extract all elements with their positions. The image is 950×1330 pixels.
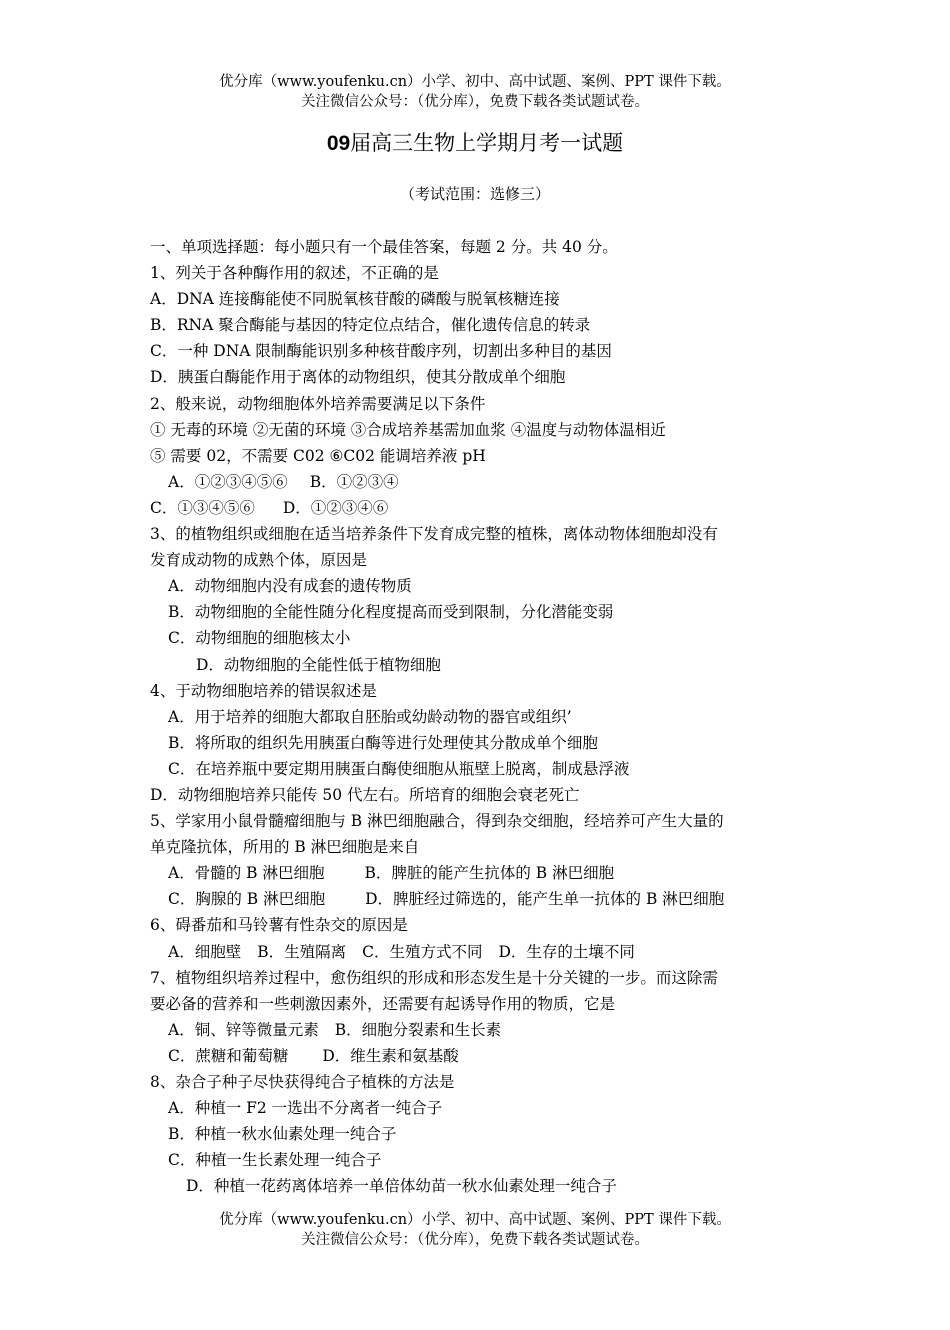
- watermark-line-1: 优分库（www.youfenku.cn）小学、初中、高中试题、案例、PPT 课件下载。: [219, 74, 731, 90]
- question-5-option-c: C．胸腺的 B 淋巴细胞: [168, 890, 326, 909]
- question-5-option-b: B．脾脏的能产生抗体的 B 淋巴细胞: [364, 864, 615, 883]
- question-8-option-b: B．种植一秋水仙素处理一纯合子: [168, 1125, 397, 1144]
- question-2-options-ab: [150, 469, 810, 495]
- question-8-stem: 8、杂合子种子尽快获得纯合子植株的方法是: [150, 1073, 455, 1091]
- question-8-option-d: D．种植一花药离体培养一单倍体幼苗一秋水仙素处理一纯合子: [186, 1177, 617, 1196]
- question-8-option-c: C．种植一生长素处理一纯合子: [168, 1151, 382, 1170]
- question-7-stem-line-2: 要必备的营养和一些刺激因素外，还需要有起诱导作用的物质，它是: [150, 994, 616, 1013]
- question-7-option-b: B．细胞分裂素和生长素: [334, 1020, 502, 1039]
- question-7-stem-line-1: 7、植物组织培养过程中，愈伤组织的形成和形态发生是十分关键的一步。而这除需: [150, 968, 718, 987]
- question-7-option-d: D．维生素和氨基酸: [322, 1046, 459, 1065]
- question-5-options-cd: [150, 886, 810, 912]
- question-4-option-b: B．将所取的组织先用胰蛋白酶等进行处理使其分散成单个细胞: [168, 733, 598, 752]
- question-4-stem: 4、于动物细胞培养的错误叙述是: [150, 681, 377, 700]
- exam-title: [0, 128, 950, 159]
- question-2-option-b: B．①②③④: [309, 472, 399, 491]
- question-6-option-d: D．生存的土壤不同: [498, 942, 635, 961]
- question-6-option-a: A．细胞壁: [168, 942, 242, 961]
- watermark-line-2: 关注微信公众号：（优分库），免费下载各类试题试卷。: [301, 94, 649, 110]
- question-1-stem: 1、列关于各种酶作用的叙述，不正确的是: [150, 264, 439, 283]
- exam-scope: （考试范围：选修三）: [399, 185, 550, 203]
- question-2-option-d: D．①②③④⑥: [282, 498, 389, 517]
- question-6-stem: 6、碍番茄和马铃薯有性杂交的原因是: [150, 916, 408, 935]
- exam-title-prefix: 09: [326, 132, 351, 155]
- question-7-options-cd: [150, 1043, 810, 1069]
- question-2-conditions-2: ⑤ 需要 02，不需要 C02 ⑥C02 能调培养液 pH: [150, 446, 486, 465]
- question-3-option-c: C．动物细胞的细胞核太小: [168, 629, 351, 648]
- question-5-option-d: D．脾脏经过筛选的，能产生单一抗体的 B 淋巴细胞: [365, 890, 725, 909]
- question-1-option-b: B．RNA 聚合酶能与基因的特定位点结合，催化遗传信息的转录: [150, 316, 591, 335]
- question-3-option-d: D．动物细胞的全能性低于植物细胞: [196, 655, 441, 674]
- question-5-stem-line-1: 5、学家用小鼠骨髓瘤细胞与 B 淋巴细胞融合，得到杂交细胞，经培养可产生大量的: [150, 812, 724, 831]
- question-1-option-a: A．DNA 连接酶能使不同脱氧核苷酸的磷酸与脱氧核糖连接: [150, 290, 560, 309]
- question-4-option-d: D．动物细胞培养只能传 50 代左右。所培育的细胞会衰老死亡: [150, 785, 580, 804]
- question-6-option-c: C．生殖方式不同: [362, 942, 483, 961]
- question-3-option-a: A．动物细胞内没有成套的遗传物质: [168, 577, 412, 596]
- question-5-options-ab: [150, 860, 810, 886]
- page-footer-watermark: [0, 1210, 950, 1250]
- question-6-option-b: B．生殖隔离: [257, 942, 347, 961]
- exam-title-text: 届高三生物上学期月考一试题: [350, 131, 624, 155]
- question-4-option-c: C．在培养瓶中要定期用胰蛋白酶使细胞从瓶壁上脱离，制成悬浮液: [168, 759, 630, 778]
- question-8-option-a: A．种植一 F2 一选出不分离者一纯合子: [168, 1099, 443, 1118]
- question-2-options-cd: [150, 495, 810, 521]
- question-7-option-c: C．蔗糖和葡萄糖: [168, 1046, 289, 1065]
- question-6-options: [150, 939, 810, 965]
- question-7-options-ab: [150, 1017, 810, 1043]
- question-5-option-a: A．骨髓的 B 淋巴细胞: [168, 864, 325, 883]
- question-2-option-a: A．①②③④⑤⑥: [168, 472, 288, 491]
- question-7-option-a: A．铜、锌等微量元素: [168, 1020, 319, 1039]
- question-3-option-b: B．动物细胞的全能性随分化程度提高而受到限制，分化潜能变弱: [168, 603, 614, 622]
- question-1-option-d: D．胰蛋白酶能作用于离体的动物组织，使其分散成单个细胞: [150, 368, 566, 387]
- footer-watermark-line-2: 关注微信公众号：（优分库），免费下载各类试题试卷。: [301, 1232, 649, 1248]
- question-3-stem-line-2: 发育成动物的成熟个体，原因是: [150, 551, 368, 570]
- question-3-stem-line-1: 3、的植物组织或细胞在适当培养条件下发育成完整的植株，离体动物体细胞却没有: [150, 525, 718, 544]
- section-heading: 一、单项选择题：每小题只有一个最佳答案，每题 2 分。共 40 分。: [150, 238, 618, 256]
- question-2-option-c: C．①③④⑤⑥: [150, 498, 255, 517]
- question-5-stem-line-2: 单克隆抗体，所用的 B 淋巴细胞是来自: [150, 838, 420, 857]
- page-header-watermark: [0, 72, 950, 112]
- question-4-option-a: A．用于培养的细胞大都取自胚胎或幼龄动物的器官或组织’: [168, 707, 572, 726]
- exam-body: [150, 234, 810, 1199]
- question-1-option-c: C．一种 DNA 限制酶能识别多种核苷酸序列，切割出多种目的基因: [150, 342, 612, 361]
- question-2-conditions-1: ① 无毒的环境 ②无菌的环境 ③合成培养基需加血浆 ④温度与动物体温相近: [150, 420, 666, 439]
- footer-watermark-line-1: 优分库（www.youfenku.cn）小学、初中、高中试题、案例、PPT 课件下载。: [219, 1212, 731, 1228]
- question-2-stem: 2、般来说，动物细胞体外培养需要满足以下条件: [150, 394, 486, 413]
